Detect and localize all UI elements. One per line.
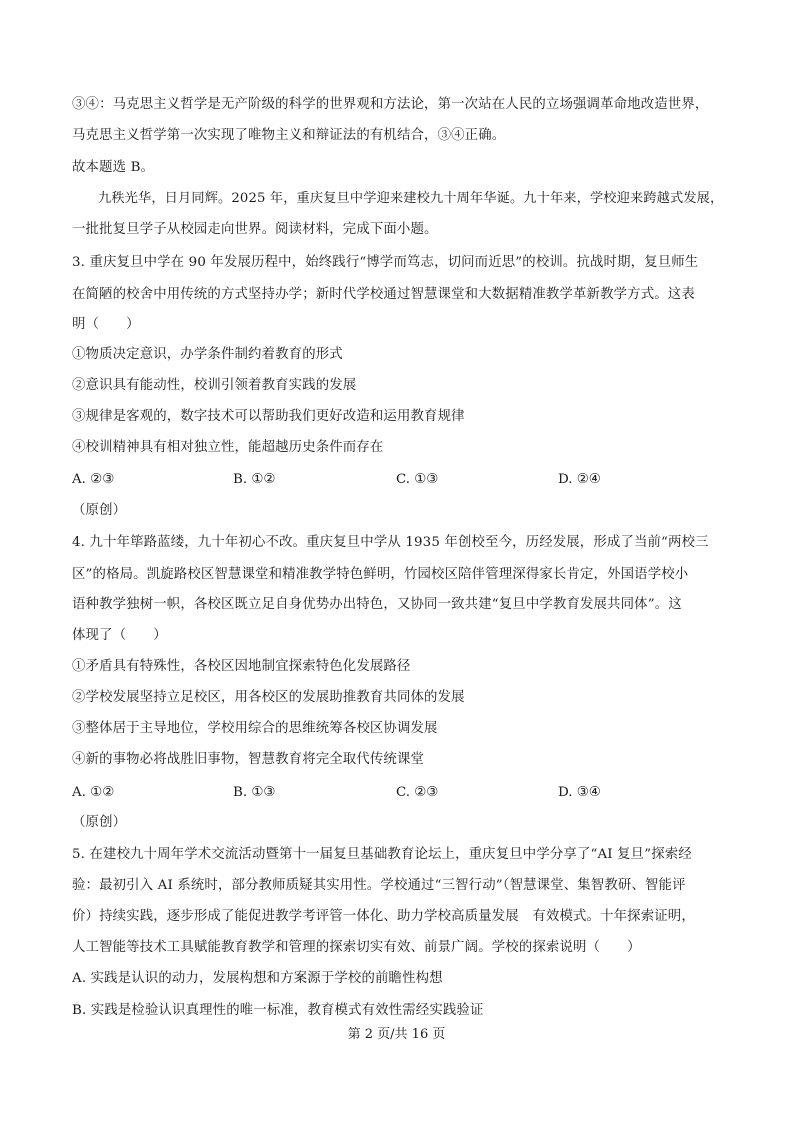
q4-option-a: A. ①② [72,785,115,800]
q3-stem-line-1: 3. 重庆复旦中学在 90 年发展历程中，始终践行“博学而笃志，切问而近思”的校训。抗战时期，复旦师生 [72,255,699,270]
q5-stem-line-1: 5. 在建校九十周年学术交流活动暨第十一届复旦基础教育论坛上，重庆复旦中学分享了“AI 复旦”探索经 [72,847,692,862]
q4-stem-line-2: 区”的格局。凯旋路校区智慧课堂和精准教学特色鲜明，竹园校区陪伴管理深得家长肯定，外国语学校小 [72,567,689,582]
q3-statement-3: ③规律是客观的，数字技术可以帮助我们更好改造和运用教育规律 [72,409,465,424]
q3-option-b: B. ①② [233,472,276,487]
q4-statement-2: ②学校发展坚持立足校区，用各校区的发展助推教育共同体的发展 [72,690,465,705]
q4-stem-line-1: 4. 九十年筚路蓝缕，九十年初心不改。重庆复旦中学从 1935 年创校至今，历经发展，形成了当前“两校三 [72,535,709,550]
q4-option-d: D. ③④ [558,785,601,800]
q3-source: （原创） [72,503,127,518]
prev-answer-conclusion: 故本题选 B。 [72,160,155,175]
q4-option-c: C. ②③ [396,785,439,800]
q3-option-a: A. ②③ [72,472,115,487]
page-footer: 第 2 页/共 16 页 [347,1027,446,1042]
q5-option-b: B. 实践是检验认识真理性的唯一标准，教育模式有效性需经实践验证 [72,1003,484,1018]
q4-source: （原创） [72,815,127,830]
q3-option-d: D. ②④ [558,472,601,487]
q4-option-b: B. ①③ [233,785,276,800]
q3-stem-line-2: 在简陋的校舍中用传统的方式坚持办学；新时代学校通过智慧课堂和大数据精准教学革新教学方式。这表 [72,287,695,302]
q5-option-a: A. 实践是认识的动力，发展构想和方案源于学校的前瞻性构想 [72,971,443,986]
prev-answer-line-1: ③④：马克思主义哲学是无产阶级的科学的世界观和方法论，第一次站在人民的立场强调革命地改造世界， [72,97,709,112]
q4-statement-3: ③整体居于主导地位，学校用综合的思维统筹各校区协调发展 [72,721,438,736]
q3-statement-1: ①物质决定意识，办学条件制约着教育的形式 [72,347,343,362]
material-line-2: 一批批复旦学子从校园走向世界。阅读材料，完成下面小题。 [72,222,438,237]
material-line-1: 九秩光华，日月同辉。2025 年，重庆复旦中学迎来建校九十周年华诞。九十年来，学校迎来跨越式发展， [98,191,724,206]
q4-stem-line-4: 体现了（ ） [72,628,167,643]
q3-statement-4: ④校训精神具有相对独立性，能超越历史条件而存在 [72,440,384,455]
prev-answer-line-2: 马克思主义哲学第一次实现了唯物主义和辩证法的有机结合，③④正确。 [72,128,506,143]
q4-stem-line-3: 语种教学独树一帜，各校区既立足自身优势办出特色，又协同一致共建“复旦中学教育发展共同体”。这 [72,597,682,612]
q4-statement-1: ①矛盾具有特殊性，各校区因地制宜探索特色化发展路径 [72,659,411,674]
q5-stem-line-2: 验：最初引入 AI 系统时，部分教师质疑其实用性。学校通过“三智行动”（智慧课堂、集智教研、智能评 [72,878,686,893]
q3-option-c: C. ①③ [396,472,439,487]
q5-stem-line-4: 人工智能等技术工具赋能教育教学和管理的探索切实有效、前景广阔。学校的探索说明（ ） [72,940,641,955]
q3-stem-line-3: 明（ ） [72,317,140,332]
q5-stem-line-3: 价）持续实践，逐步形成了能促进教学考评管一体化、助力学校高质量发展 有效模式。十年探索证明， [72,909,695,924]
q4-statement-4: ④新的事物必将战胜旧事物，智慧教育将完全取代传统课堂 [72,752,425,767]
q3-statement-2: ②意识具有能动性，校训引领着教育实践的发展 [72,378,357,393]
